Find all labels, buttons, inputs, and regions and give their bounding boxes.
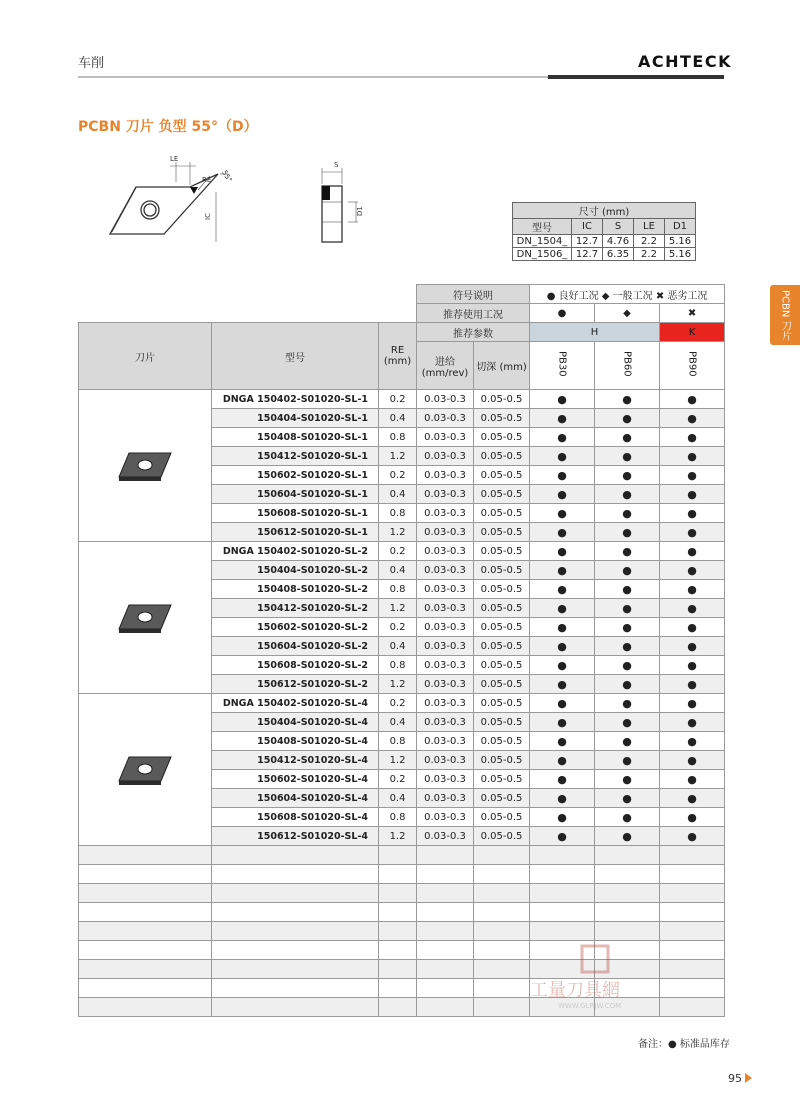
le-label: LE [170,155,179,163]
empty-cell [212,960,379,979]
column-header-insert: 刀片 [79,323,212,390]
re-cell: 0.2 [379,618,417,637]
dim-cell: 12.7 [572,248,603,261]
empty-row [79,884,725,903]
empty-cell [660,846,725,865]
empty-cell [417,903,474,922]
column-header-re: RE (mm) [379,323,417,390]
empty-cell [417,998,474,1017]
feed-cell: 0.03-0.3 [417,637,474,656]
feed-cell: 0.03-0.3 [417,485,474,504]
stock-pb60-cell: ● [595,675,660,694]
model-cell: 150412-S01020-SL-1 [212,447,379,466]
empty-cell [212,941,379,960]
dim-header-ic: IC [572,219,603,235]
stock-pb60-cell: ● [595,713,660,732]
table-row [79,390,725,409]
legend-symbol-label: 符号说明 [417,285,530,304]
empty-cell [212,998,379,1017]
stock-pb90-cell: ● [660,732,725,751]
feed-cell: 0.03-0.3 [417,504,474,523]
empty-cell [379,884,417,903]
condition-good-icon: ● [530,304,595,323]
stock-pb90-cell: ● [660,561,725,580]
empty-cell [212,884,379,903]
group-k-header: K [660,323,725,342]
empty-cell [79,941,212,960]
insert-image [79,694,212,846]
model-cell: 150612-S01020-SL-2 [212,675,379,694]
empty-cell [530,922,595,941]
depth-cell: 0.05-0.5 [474,580,530,599]
re-cell: 0.2 [379,694,417,713]
header-category: 车削 [78,56,105,71]
depth-cell: 0.05-0.5 [474,599,530,618]
empty-cell [79,998,212,1017]
re-cell: 1.2 [379,599,417,618]
empty-row [79,922,725,941]
feed-cell: 0.03-0.3 [417,618,474,637]
depth-cell: 0.05-0.5 [474,637,530,656]
model-cell: 150612-S01020-SL-1 [212,523,379,542]
brand-logo: ACHTECK [638,52,732,71]
stock-pb90-cell: ● [660,504,725,523]
re-cell: 0.8 [379,656,417,675]
watermark-logo [520,940,670,1010]
depth-cell: 0.05-0.5 [474,732,530,751]
feed-cell: 0.03-0.3 [417,599,474,618]
empty-row [79,903,725,922]
depth-cell: 0.05-0.5 [474,827,530,846]
insert-image [79,390,212,542]
stock-pb90-cell: ● [660,656,725,675]
depth-cell: 0.05-0.5 [474,409,530,428]
empty-cell [417,846,474,865]
model-cell: 150608-S01020-SL-4 [212,808,379,827]
feed-cell: 0.03-0.3 [417,561,474,580]
empty-cell [79,922,212,941]
stock-pb60-cell: ● [595,428,660,447]
empty-cell [595,884,660,903]
feed-cell: 0.03-0.3 [417,694,474,713]
empty-cell [79,903,212,922]
dim-cell: 2.2 [634,235,665,248]
empty-cell [212,846,379,865]
depth-cell: 0.05-0.5 [474,504,530,523]
stock-pb30-cell: ● [530,618,595,637]
dim-header-d1: D1 [665,219,696,235]
grade-pb30: PB30 [530,342,595,390]
page-number: 95 [728,1072,742,1085]
empty-cell [379,846,417,865]
stock-pb60-cell: ● [595,770,660,789]
stock-pb30-cell: ● [530,580,595,599]
empty-cell [474,846,530,865]
dim-row [513,235,696,248]
stock-pb30-cell: ● [530,808,595,827]
model-cell: 150604-S01020-SL-2 [212,637,379,656]
stock-pb90-cell: ● [660,409,725,428]
feed-cell: 0.03-0.3 [417,466,474,485]
stock-pb60-cell: ● [595,504,660,523]
feed-cell: 0.03-0.3 [417,732,474,751]
column-header-feed: 进给 (mm/rev) [417,342,474,390]
ic-label: IC [204,213,212,220]
empty-cell [660,865,725,884]
stock-pb60-cell: ● [595,542,660,561]
re-cell: 1.2 [379,751,417,770]
empty-cell [530,865,595,884]
re-cell: 0.8 [379,732,417,751]
empty-cell [379,998,417,1017]
empty-cell [417,884,474,903]
empty-cell [595,903,660,922]
feed-cell: 0.03-0.3 [417,542,474,561]
table-row [79,694,725,713]
stock-pb90-cell: ● [660,466,725,485]
feed-cell: 0.03-0.3 [417,808,474,827]
empty-cell [212,903,379,922]
stock-pb60-cell: ● [595,656,660,675]
table-row [79,542,725,561]
watermark-url: WWW.GLRJW.COM [558,1002,622,1010]
condition-normal-icon: ◆ [595,304,660,323]
product-table [78,284,725,1017]
re-cell: 0.2 [379,770,417,789]
grade-pb60: PB60 [595,342,660,390]
empty-cell [474,865,530,884]
header-rule [78,76,548,78]
stock-pb90-cell: ● [660,808,725,827]
model-cell: DNGA 150402-S01020-SL-2 [212,542,379,561]
empty-cell [417,960,474,979]
re-cell: 0.4 [379,637,417,656]
stock-pb30-cell: ● [530,466,595,485]
re-cell: 0.8 [379,504,417,523]
stock-pb30-cell: ● [530,789,595,808]
depth-cell: 0.05-0.5 [474,523,530,542]
stock-pb30-cell: ● [530,409,595,428]
legend-condition-label: 推荐使用工况 [417,304,530,323]
model-cell: DNGA 150402-S01020-SL-1 [212,390,379,409]
stock-pb30-cell: ● [530,827,595,846]
stock-pb30-cell: ● [530,428,595,447]
angle-label: 55° [220,169,234,184]
depth-cell: 0.05-0.5 [474,770,530,789]
dim-cell: 2.2 [634,248,665,261]
empty-cell [79,960,212,979]
depth-cell: 0.05-0.5 [474,789,530,808]
stock-pb60-cell: ● [595,827,660,846]
empty-cell [660,922,725,941]
depth-cell: 0.05-0.5 [474,390,530,409]
stock-pb60-cell: ● [595,447,660,466]
stock-pb90-cell: ● [660,580,725,599]
empty-cell [530,903,595,922]
stock-pb30-cell: ● [530,599,595,618]
insert-side-view-drawing [312,158,372,248]
stock-pb60-cell: ● [595,618,660,637]
empty-cell [417,922,474,941]
empty-cell [79,884,212,903]
depth-cell: 0.05-0.5 [474,751,530,770]
model-cell: 150412-S01020-SL-4 [212,751,379,770]
empty-cell [595,846,660,865]
re-cell: 0.4 [379,561,417,580]
next-page-arrow-icon[interactable] [745,1073,752,1083]
depth-cell: 0.05-0.5 [474,542,530,561]
model-cell: 150408-S01020-SL-1 [212,428,379,447]
model-cell: 150602-S01020-SL-2 [212,618,379,637]
depth-cell: 0.05-0.5 [474,808,530,827]
stock-pb90-cell: ● [660,694,725,713]
feed-cell: 0.03-0.3 [417,580,474,599]
model-cell: DNGA 150402-S01020-SL-4 [212,694,379,713]
stock-pb30-cell: ● [530,523,595,542]
model-cell: 150412-S01020-SL-2 [212,599,379,618]
empty-cell [474,922,530,941]
stock-pb90-cell: ● [660,770,725,789]
dim-cell: DN_1506_ [513,248,572,261]
condition-bad-icon: ✖ [660,304,725,323]
model-cell: 150602-S01020-SL-1 [212,466,379,485]
stock-pb60-cell: ● [595,409,660,428]
re-cell: 0.8 [379,428,417,447]
re-cell: 0.4 [379,485,417,504]
re-cell: 1.2 [379,523,417,542]
group-h-header: H [530,323,660,342]
stock-pb90-cell: ● [660,390,725,409]
empty-cell [530,884,595,903]
empty-cell [595,922,660,941]
stock-pb60-cell: ● [595,561,660,580]
re-cell: 0.2 [379,542,417,561]
stock-pb90-cell: ● [660,485,725,504]
empty-cell [417,865,474,884]
feed-cell: 0.03-0.3 [417,390,474,409]
stock-pb60-cell: ● [595,599,660,618]
depth-cell: 0.05-0.5 [474,675,530,694]
footer-note: 备注：● 标准品库存 [638,1039,730,1050]
model-cell: 150404-S01020-SL-4 [212,713,379,732]
stock-pb60-cell: ● [595,485,660,504]
depth-cell: 0.05-0.5 [474,618,530,637]
depth-cell: 0.05-0.5 [474,485,530,504]
empty-row [79,846,725,865]
model-cell: 150608-S01020-SL-1 [212,504,379,523]
empty-cell [379,960,417,979]
stock-pb30-cell: ● [530,751,595,770]
header-rule-accent [548,75,724,79]
insert-image [79,542,212,694]
feed-cell: 0.03-0.3 [417,656,474,675]
stock-pb60-cell: ● [595,466,660,485]
model-cell: 150408-S01020-SL-4 [212,732,379,751]
dim-header-s: S [603,219,634,235]
dim-header-model: 型号 [513,219,572,235]
re-cell: 0.8 [379,580,417,599]
column-header-model: 型号 [212,323,379,390]
stock-pb30-cell: ● [530,694,595,713]
stock-pb60-cell: ● [595,580,660,599]
feed-cell: 0.03-0.3 [417,770,474,789]
dimension-caption: 尺寸 (mm) [513,203,696,219]
stock-pb90-cell: ● [660,599,725,618]
stock-pb90-cell: ● [660,447,725,466]
stock-pb30-cell: ● [530,485,595,504]
feed-cell: 0.03-0.3 [417,523,474,542]
stock-pb90-cell: ● [660,713,725,732]
empty-cell [212,865,379,884]
insert-top-view-drawing [98,152,268,252]
empty-cell [379,922,417,941]
empty-cell [530,846,595,865]
stock-pb30-cell: ● [530,675,595,694]
dimension-table [512,202,696,261]
model-cell: 150408-S01020-SL-2 [212,580,379,599]
feed-cell: 0.03-0.3 [417,827,474,846]
stock-pb60-cell: ● [595,732,660,751]
stock-pb90-cell: ● [660,751,725,770]
empty-cell [379,979,417,998]
re-cell: 1.2 [379,827,417,846]
watermark-text: 工量刀具網 [530,980,620,1001]
re-cell: 0.4 [379,789,417,808]
d1-label: D1 [356,206,364,216]
re-cell: 0.2 [379,466,417,485]
stock-pb60-cell: ● [595,637,660,656]
depth-cell: 0.05-0.5 [474,428,530,447]
feed-cell: 0.03-0.3 [417,428,474,447]
re-cell: 0.2 [379,390,417,409]
depth-cell: 0.05-0.5 [474,713,530,732]
dim-header-le: LE [634,219,665,235]
stock-pb30-cell: ● [530,637,595,656]
empty-cell [212,979,379,998]
stock-pb90-cell: ● [660,542,725,561]
stock-pb30-cell: ● [530,542,595,561]
empty-cell [474,903,530,922]
stock-pb30-cell: ● [530,770,595,789]
dim-cell: 5.16 [665,235,696,248]
stock-pb90-cell: ● [660,428,725,447]
empty-cell [379,865,417,884]
depth-cell: 0.05-0.5 [474,466,530,485]
model-cell: 150608-S01020-SL-2 [212,656,379,675]
empty-cell [660,903,725,922]
re-cell: 0.4 [379,409,417,428]
s-label: S [334,161,339,169]
feed-cell: 0.03-0.3 [417,675,474,694]
dim-cell: DN_1504_ [513,235,572,248]
stock-pb30-cell: ● [530,447,595,466]
re-cell: 1.2 [379,675,417,694]
empty-cell [417,979,474,998]
empty-cell [595,865,660,884]
re-cell: 0.8 [379,808,417,827]
stock-pb90-cell: ● [660,637,725,656]
depth-cell: 0.05-0.5 [474,561,530,580]
feed-cell: 0.03-0.3 [417,409,474,428]
depth-cell: 0.05-0.5 [474,656,530,675]
stock-pb30-cell: ● [530,390,595,409]
depth-cell: 0.05-0.5 [474,694,530,713]
empty-cell [417,941,474,960]
column-header-depth: 切深 (mm) [474,342,530,390]
re-cell: 0.4 [379,713,417,732]
empty-cell [379,941,417,960]
re-label: RE [202,176,212,184]
dim-cell: 5.16 [665,248,696,261]
model-cell: 150602-S01020-SL-4 [212,770,379,789]
model-cell: 150612-S01020-SL-4 [212,827,379,846]
stock-pb60-cell: ● [595,523,660,542]
empty-row [79,865,725,884]
stock-pb90-cell: ● [660,523,725,542]
feed-cell: 0.03-0.3 [417,751,474,770]
feed-cell: 0.03-0.3 [417,447,474,466]
side-tab[interactable]: PCBN 刀片 [770,285,800,345]
grade-pb90: PB90 [660,342,725,390]
stock-pb60-cell: ● [595,789,660,808]
dim-cell: 6.35 [603,248,634,261]
stock-pb30-cell: ● [530,561,595,580]
empty-cell [660,884,725,903]
legend-param-label: 推荐参数 [417,323,530,342]
model-cell: 150604-S01020-SL-4 [212,789,379,808]
depth-cell: 0.05-0.5 [474,447,530,466]
stock-pb30-cell: ● [530,713,595,732]
stock-pb30-cell: ● [530,504,595,523]
empty-cell [474,884,530,903]
stock-pb60-cell: ● [595,694,660,713]
legend-symbol-text: ● 良好工况 ◆ 一般工况 ✖ 恶劣工况 [530,285,725,304]
empty-cell [79,846,212,865]
empty-cell [379,903,417,922]
stock-pb60-cell: ● [595,751,660,770]
stock-pb30-cell: ● [530,656,595,675]
empty-cell [79,979,212,998]
section-title: PCBN 刀片 负型 55°（D） [78,119,258,135]
re-cell: 1.2 [379,447,417,466]
feed-cell: 0.03-0.3 [417,789,474,808]
model-cell: 150404-S01020-SL-2 [212,561,379,580]
stock-pb90-cell: ● [660,827,725,846]
feed-cell: 0.03-0.3 [417,713,474,732]
stock-pb90-cell: ● [660,675,725,694]
dim-cell: 4.76 [603,235,634,248]
stock-pb60-cell: ● [595,808,660,827]
empty-cell [212,922,379,941]
empty-cell [79,865,212,884]
dim-cell: 12.7 [572,235,603,248]
dim-row [513,248,696,261]
stock-pb90-cell: ● [660,789,725,808]
stock-pb90-cell: ● [660,618,725,637]
model-cell: 150604-S01020-SL-1 [212,485,379,504]
stock-pb60-cell: ● [595,390,660,409]
model-cell: 150404-S01020-SL-1 [212,409,379,428]
stock-pb30-cell: ● [530,732,595,751]
